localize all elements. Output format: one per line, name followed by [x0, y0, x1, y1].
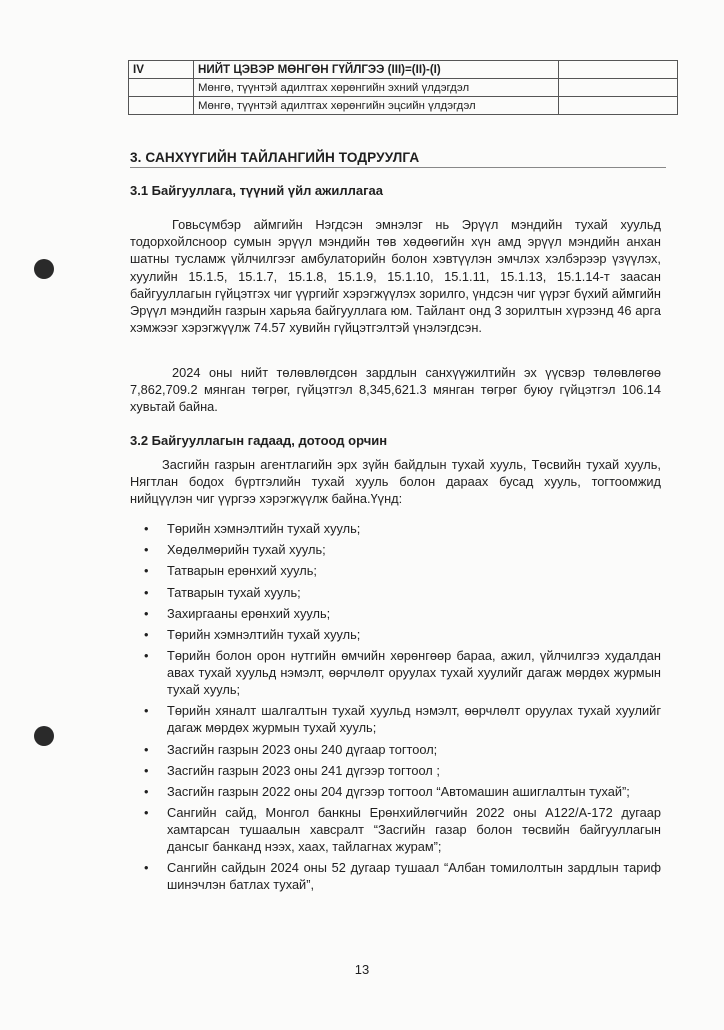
list-item: • Сангийн сайдын 2024 оны 52 дугаар тушаал “Албан томилолтын зардлын тариф шинэчлэн батлах тухай”, — [144, 860, 661, 893]
punch-hole — [34, 726, 54, 746]
table-cell-label: Мөнгө, түүнтэй адилтгах хөрөнгийн эцсийн үлдэгдэл — [194, 97, 559, 115]
paragraph — [130, 216, 661, 336]
table-cell-label: НИЙТ ЦЭВЭР МӨНГӨН ГҮЙЛГЭЭ (III)=(II)-(I) — [194, 61, 559, 79]
section-title: 3. САНХҮҮГИЙН ТАЙЛАНГИЙН ТОДРУУЛГА — [130, 150, 666, 168]
bullet-icon: • — [144, 741, 149, 757]
table-row — [129, 61, 678, 79]
paragraph-text: Говьсүмбэр аймгийн Нэгдсэн эмнэлэг нь Эрүүл мэндийн тухай хуульд тодорхойлсноор сумын эрүүл мэндийн төв хөдөөгийн хүн амд эрүүл мэндийн анхан шатны тусламж үйлчилгээг амбулаторийн болон хэвтүүлэн эмчлэх хэлбэрээр үзүүлэх, хуулийн 15.1.5, 15.1.7, 15.1.8, 15.1.9, 15.1.10, 15.1.11, 15.1.13, 15.1.14-т заасан байгууллагын гүйцэтгэх чиг үүргийг хэрэгжүүлэх зорилго, үндсэн чиг үүрэг бүхий аймгийн Эрүүл мэндийн газрын харьяа байгууллага юм. Тайлант онд 3 зорилтын хүрээнд 46 арга хэмжээг хэрэгжүүлж 74.57 хувийн гүйцэтгэлтэй үнэлэгдсэн. — [130, 217, 661, 336]
list-item: • Татварын тухай хууль; — [144, 584, 301, 600]
bullet-icon: • — [144, 584, 149, 600]
table-cell-label: Мөнгө, түүнтэй адилтгах хөрөнгийн эхний үлдэгдэл — [194, 79, 559, 97]
table-cell-number — [129, 79, 194, 97]
bullet-icon: • — [144, 783, 149, 799]
bullet-icon: • — [144, 542, 149, 558]
list-item: • Хөдөлмөрийн тухай хууль; — [144, 542, 326, 558]
list-item: • Төрийн хэмнэлтийн тухай хууль; — [144, 521, 361, 536]
bullet-icon: • — [144, 805, 149, 821]
cash-flow-table — [128, 60, 678, 115]
table-cell-value — [559, 79, 678, 97]
bullet-icon: • — [144, 563, 149, 579]
table-cell-number: IV — [129, 61, 194, 79]
list-item: • Захиргааны ерөнхий хууль; — [144, 605, 331, 621]
bullet-icon: • — [144, 762, 149, 778]
list-item: • Төрийн болон орон нутгийн өмчийн хөрөнгөөр бараа, ажил, үйлчилгээ худалдан авах тухай хуульд нэмэлт, өөрчлөлт оруулах тухай хуулийг дагаж мөрдөх журмын тухай хууль; — [144, 648, 661, 698]
table-cell-value — [559, 97, 678, 115]
subsection-heading: 3.2 Байгууллагын гадаад, дотоод орчин — [130, 433, 388, 448]
bullet-icon: • — [144, 860, 149, 876]
page-number: 13 — [354, 962, 370, 977]
list-item: • Засгийн газрын 2023 оны 241 дүгээр тогтоол ; — [144, 762, 440, 778]
bullet-icon: • — [144, 521, 149, 536]
list-item: • Засгийн газрын 2022 оны 204 дүгээр тогтоол “Автомашин ашиглалтын тухай”; — [144, 783, 630, 799]
list-item: • Төрийн хэмнэлтийн тухай хууль; — [144, 626, 361, 642]
subsection-heading: 3.1 Байгууллага, түүний үйл ажиллагаа — [130, 183, 383, 198]
list-item: • Сангийн сайд, Монгол банкны Ерөнхийлөгчийн 2022 оны А122/А-172 дугаар хамтарсан тушаалын хавсралт “Засгийн газар болон төсвийн байгууллагын дансыг банканд нээх, хаах, тайлагнах журам”; — [144, 805, 661, 855]
bullet-icon: • — [144, 648, 149, 664]
paragraph-text: 2024 оны нийт төлөвлөгдсөн зардлын санхүүжилтийн эх үүсвэр төлөвлөгөө 7,862,709.2 мянган төгрөг, гүйцэтгэл 8,345,621.3 мянган төгрөг буюу гүйцэтгэл 106.14 хувьтай байна. — [130, 365, 661, 415]
law-list — [130, 520, 661, 897]
paragraph — [130, 456, 661, 508]
bullet-icon: • — [144, 626, 149, 642]
list-item: • Засгийн газрын 2023 оны 240 дүгаар тогтоол; — [144, 741, 438, 757]
list-item: • Татварын ерөнхий хууль; — [144, 563, 317, 579]
table-row — [129, 97, 678, 115]
paragraph-text: Засгийн газрын агентлагийн эрх зүйн байдлын тухай хууль, Төсвийн тухай хууль, Нягтлан бодох бүртгэлийн тухай хууль болон дараах бусад хууль, тогтоомжид нийцүүлэн чиг үүргээ хэрэгжүүлж байна.Үүнд: — [130, 457, 661, 507]
punch-hole — [34, 259, 54, 279]
table-row — [129, 79, 678, 97]
list-item: • Төрийн хяналт шалгалтын тухай хуульд нэмэлт, өөрчлөлт оруулах тухай хуулийг дагаж мөрдөх журмын тухай хууль; — [144, 703, 661, 736]
bullet-icon: • — [144, 703, 149, 719]
bullet-icon: • — [144, 605, 149, 621]
paragraph — [130, 364, 661, 416]
table-cell-value — [559, 61, 678, 79]
table-cell-number — [129, 97, 194, 115]
